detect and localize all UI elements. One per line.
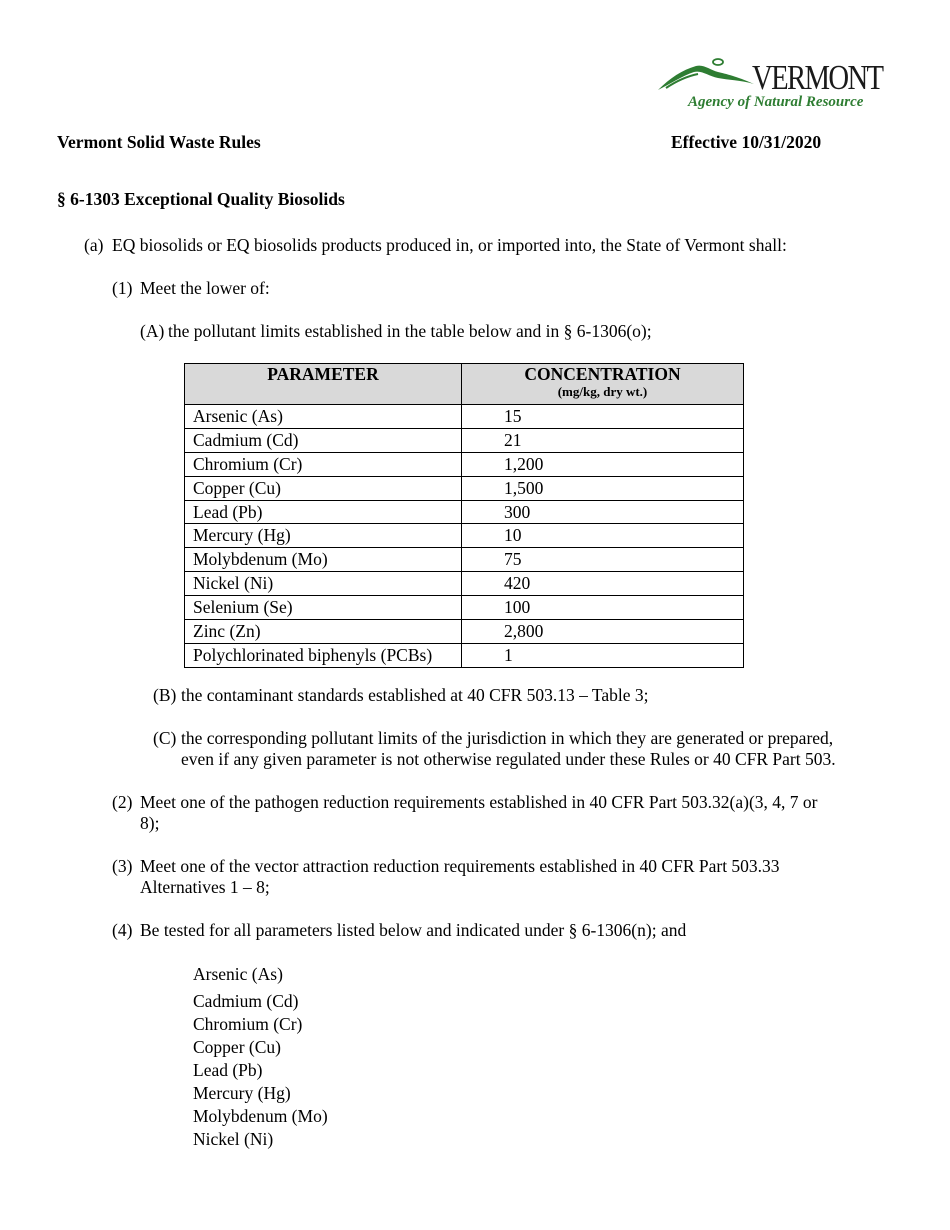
vermont-anr-logo <box>656 54 898 114</box>
concentration-cell: 100 <box>462 596 744 620</box>
concentration-cell: 15 <box>462 405 744 429</box>
section-title: § 6-1303 Exceptional Quality Biosolids <box>57 189 345 209</box>
table-row <box>185 476 744 500</box>
concentration-cell: 420 <box>462 572 744 596</box>
parameter-cell: Selenium (Se) <box>185 596 462 620</box>
pollutant-limits-table <box>184 363 744 668</box>
item-4-label: (4) <box>112 920 133 940</box>
concentration-cell: 75 <box>462 548 744 572</box>
item-1-label: (1) <box>112 278 133 298</box>
parameter-cell: Zinc (Zn) <box>185 620 462 644</box>
item-1c-text-line2: even if any given parameter is not otherwise regulated under these Rules or 40 CFR Part 503. <box>181 749 836 769</box>
parameter-cell: Nickel (Ni) <box>185 572 462 596</box>
concentration-cell: 1 <box>462 643 744 667</box>
table-row <box>185 405 744 429</box>
logo-agency-name: Agency of Natural Resource <box>688 94 864 110</box>
parameter-cell: Arsenic (As) <box>185 405 462 429</box>
item-2-text-line2: 8); <box>140 813 160 833</box>
item-1c-label: (C) <box>153 728 177 748</box>
list-item: Cadmium (Cd) <box>193 991 299 1011</box>
item-1a-label: (A) <box>140 321 165 341</box>
parameter-column-header: PARAMETER <box>185 364 462 405</box>
item-1b-label: (B) <box>153 685 177 705</box>
concentration-cell: 1,500 <box>462 476 744 500</box>
parameter-cell: Polychlorinated biphenyls (PCBs) <box>185 643 462 667</box>
item-1-text: Meet the lower of: <box>140 278 270 298</box>
list-item: Copper (Cu) <box>193 1037 281 1057</box>
item-3-text-line2: Alternatives 1 – 8; <box>140 877 270 897</box>
table-row <box>185 620 744 644</box>
parameter-cell: Lead (Pb) <box>185 500 462 524</box>
list-item: Lead (Pb) <box>193 1060 263 1080</box>
concentration-cell: 1,200 <box>462 452 744 476</box>
table-row <box>185 548 744 572</box>
para-a-text: EQ biosolids or EQ biosolids products produced in, or imported into, the State of Vermont shall: <box>112 235 787 255</box>
concentration-cell: 10 <box>462 524 744 548</box>
item-1c-text-line1: the corresponding pollutant limits of the jurisdiction in which they are generated or prepared, <box>181 728 834 748</box>
mountain-logo-icon <box>656 54 766 94</box>
list-item: Mercury (Hg) <box>193 1083 291 1103</box>
table-row <box>185 596 744 620</box>
concentration-column-header: CONCENTRATION (mg/kg, dry wt.) <box>462 364 744 405</box>
concentration-cell: 21 <box>462 428 744 452</box>
item-3-text-line1: Meet one of the vector attraction reduction requirements established in 40 CFR Part 503.33 <box>140 856 780 876</box>
list-item: Molybdenum (Mo) <box>193 1106 328 1126</box>
list-item: Chromium (Cr) <box>193 1014 303 1034</box>
concentration-cell: 300 <box>462 500 744 524</box>
table-row <box>185 500 744 524</box>
table-row <box>185 452 744 476</box>
item-3-label: (3) <box>112 856 133 876</box>
concentration-cell: 2,800 <box>462 620 744 644</box>
table-row <box>185 428 744 452</box>
table-row <box>185 572 744 596</box>
table-row <box>185 524 744 548</box>
item-2-text-line1: Meet one of the pathogen reduction requirements established in 40 CFR Part 503.32(a)(3, 4, 7 or <box>140 792 818 812</box>
parameter-cell: Cadmium (Cd) <box>185 428 462 452</box>
item-1b-text: the contaminant standards established at 40 CFR 503.13 – Table 3; <box>181 685 649 705</box>
concentration-unit: (mg/kg, dry wt.) <box>557 384 648 399</box>
para-a-label: (a) <box>84 235 104 255</box>
item-2-label: (2) <box>112 792 133 812</box>
table-row <box>185 643 744 667</box>
table-header-row <box>185 364 744 405</box>
parameter-cell: Molybdenum (Mo) <box>185 548 462 572</box>
item-4-text: Be tested for all parameters listed below and indicated under § 6-1306(n); and <box>140 920 687 940</box>
document-effective-date: Effective 10/31/2020 <box>671 132 822 152</box>
parameter-cell: Mercury (Hg) <box>185 524 462 548</box>
list-item: Arsenic (As) <box>193 964 283 984</box>
document-header-title: Vermont Solid Waste Rules <box>57 132 261 152</box>
parameter-cell: Copper (Cu) <box>185 476 462 500</box>
list-item: Nickel (Ni) <box>193 1129 274 1149</box>
item-1a-text: the pollutant limits established in the table below and in § 6-1306(o); <box>168 321 652 341</box>
logo-wordmark: VERMONT <box>752 58 883 97</box>
parameter-cell: Chromium (Cr) <box>185 452 462 476</box>
